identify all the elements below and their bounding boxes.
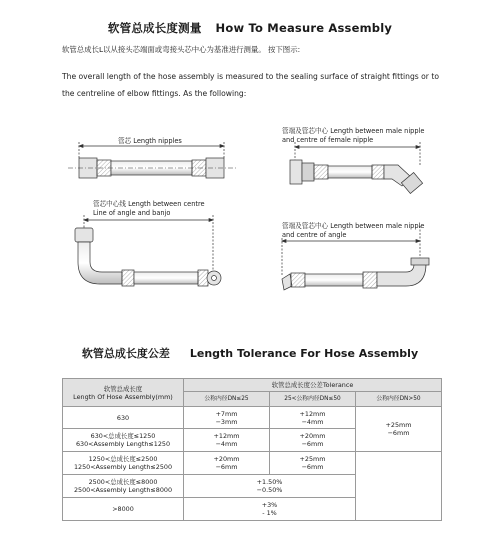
title-en: How To Measure Assembly — [215, 21, 393, 35]
row-tol-dn25: +20mm −6mm — [184, 452, 270, 475]
tolerance-section-title — [0, 345, 500, 361]
header-dn-3: 公称内径DN>50 — [356, 392, 442, 407]
title-cn: 软管总成长度测量 — [107, 21, 202, 35]
row-tol-merged: +1.50% −0.50% — [184, 475, 356, 498]
header-length: 软管总成长度 Length Of Hose Assembly(mm) — [63, 379, 184, 407]
row-tol-merged: +3% - 1% — [184, 498, 356, 521]
row-tol-dn25: +7mm −3mm — [184, 407, 270, 429]
tolerance-title-en: Length Tolerance For Hose Assembly — [189, 347, 419, 360]
row-length: 630<总成长度≤1250 630<Assembly Length≤1250 — [63, 429, 184, 452]
figure-male-nipple-female-centre — [290, 142, 423, 194]
row-length: 630 — [63, 407, 184, 429]
figure-length-nipples — [68, 142, 236, 178]
header-dn-2: 25<公称内径DN≤50 — [270, 392, 356, 407]
table-row — [63, 452, 442, 475]
row-length: 2500<总成长度≤8000 2500<Assembly Length≤8000 — [63, 475, 184, 498]
figure-label-2: 管端及管芯中心 Length between male nipple and centre of female nipple — [282, 127, 425, 144]
figure-centre-angle-banjo — [75, 215, 221, 286]
figure-label-1: 管芯 Length nipples — [118, 137, 182, 145]
row-tol-dn50: +20mm −6mm — [270, 429, 356, 452]
tolerance-title-cn: 软管总成长度公差 — [81, 347, 170, 360]
row-tol-dn-over50: +25mm −6mm — [356, 407, 442, 452]
intro-text-en: The overall length of the hose assembly is measured to the sealing surface of straight fittings or to the centreline of elbow fittings. As the following: — [62, 72, 439, 98]
figure-label-4: 管端及管芯中心 Length between male nipple and centre of angle — [282, 222, 425, 239]
row-tol-dn-over50-empty — [356, 452, 442, 521]
row-length: 1250<总成长度≤2500 1250<Assembly Length≤2500 — [63, 452, 184, 475]
table-row — [63, 407, 442, 429]
row-tol-dn50: +25mm −6mm — [270, 452, 356, 475]
intro-text-cn: 软管总成长L以从接头芯端面或弯接头芯中心为基准进行测量。 按下图示: — [62, 45, 301, 54]
header-tolerance: 软管总成长度公差Tolerance — [184, 379, 442, 392]
header-dn-1: 公称内径DN≤25 — [184, 392, 270, 407]
tolerance-table — [62, 378, 442, 521]
row-length: >8000 — [63, 498, 184, 521]
row-tol-dn25: +12mm −4mm — [184, 429, 270, 452]
figure-label-3: 管芯中心线 Length between centre Line of angle and banjo — [93, 200, 205, 217]
row-tol-dn50: +12mm −4mm — [270, 407, 356, 429]
table-header-row — [63, 379, 442, 392]
